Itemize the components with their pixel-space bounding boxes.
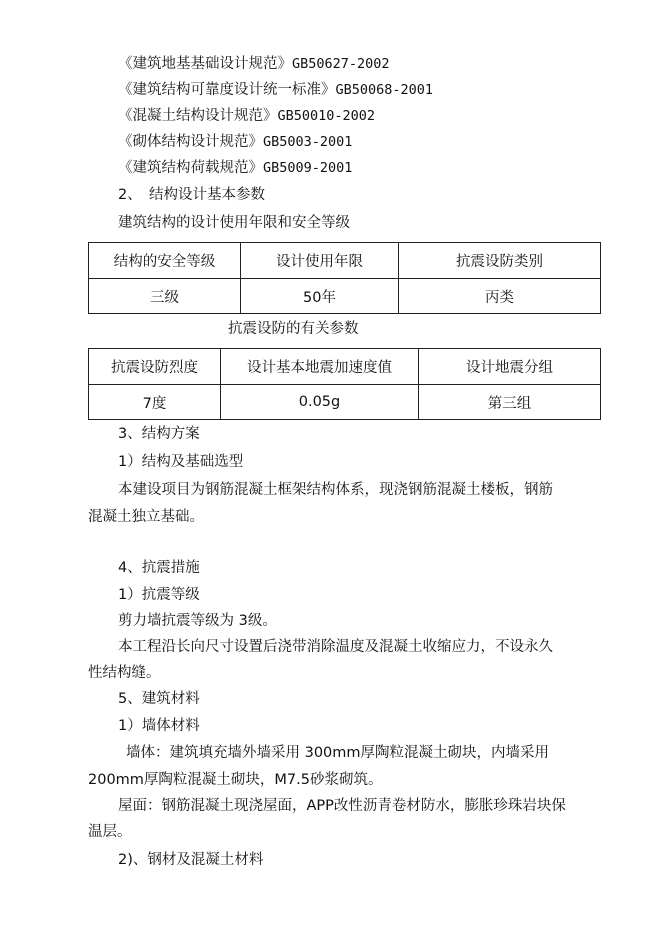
table-row [89, 385, 601, 420]
reference-line [118, 80, 433, 100]
table-cell: 0.05g [221, 385, 419, 420]
reference-code: GB5009-2001 [263, 160, 353, 176]
body-text: 本工程沿长向尺寸设置后浇带消除温度及混凝土收缩应力，不设永久 [118, 639, 553, 655]
table-cell: 丙类 [399, 279, 601, 314]
reference-title: 《混凝土结构设计规范》 [118, 108, 278, 124]
reference-line [118, 54, 390, 74]
table-cell: 50年 [241, 279, 399, 314]
body-text: 本建设项目为钢筋混凝土框架结构体系，现浇钢筋混凝土楼板，钢筋 [118, 482, 553, 498]
reference-code: GB50068-2001 [335, 82, 434, 98]
seismic-params-table [88, 348, 601, 420]
reference-line [118, 158, 352, 178]
table-header-cell: 抗震设防类别 [399, 243, 601, 279]
section-2-heading: 2、 结构设计基本参数 [118, 187, 265, 203]
section-5-heading: 5、建筑材料 [118, 691, 200, 707]
table-cell: 7度 [89, 385, 221, 420]
body-text: 200mm厚陶粒混凝土砌块，M7.5砂浆砌筑。 [88, 772, 383, 788]
reference-title: 《砌体结构设计规范》 [118, 134, 263, 150]
table-cell: 第三组 [419, 385, 601, 420]
table-row [89, 279, 601, 314]
body-text: 墙体：建筑填充墙外墙采用 300mm厚陶粒混凝土砌块，内墙采用 [126, 745, 550, 761]
reference-code: GB50627-2002 [292, 56, 390, 72]
section-4-sub-1: 1）抗震等级 [118, 587, 200, 603]
table-header-cell: 设计使用年限 [241, 243, 399, 279]
table-header-row [89, 243, 601, 279]
section-3-heading: 3、结构方案 [118, 426, 200, 442]
seismic-table-caption: 抗震设防的有关参数 [228, 321, 359, 337]
reference-code: GB5003-2001 [263, 134, 353, 150]
section-4-heading: 4、抗震措施 [118, 560, 200, 576]
reference-code: GB50010-2002 [277, 108, 376, 124]
reference-title: 《建筑结构荷载规范》 [118, 160, 263, 176]
table-header-cell: 抗震设防烈度 [89, 349, 221, 385]
table-header-cell: 设计基本地震加速度值 [221, 349, 419, 385]
table-header-cell: 设计地震分组 [419, 349, 601, 385]
body-text: 剪力墙抗震等级为 3级。 [118, 613, 277, 629]
reference-line [118, 132, 352, 152]
body-text: 温层。 [88, 824, 132, 840]
section-3-sub-1: 1）结构及基础选型 [118, 454, 244, 470]
reference-title: 《建筑结构可靠度设计统一标准》 [118, 82, 336, 98]
body-text: 屋面：钢筋混凝土现浇屋面，APP改性沥青卷材防水，膨胀珍珠岩块保 [118, 798, 566, 814]
section-2-intro: 建筑结构的设计使用年限和安全等级 [118, 215, 350, 231]
body-text: 混凝土独立基础。 [88, 509, 204, 525]
table-cell: 三级 [89, 279, 241, 314]
section-5-sub-2: 2)、钢材及混凝土材料 [118, 852, 264, 868]
table-header-row [89, 349, 601, 385]
table-header-cell: 结构的安全等级 [89, 243, 241, 279]
design-params-table [88, 242, 601, 314]
reference-line [118, 106, 375, 126]
section-5-sub-1: 1）墙体材料 [118, 718, 200, 734]
reference-title: 《建筑地基基础设计规范》 [118, 56, 292, 72]
body-text: 性结构缝。 [88, 665, 161, 681]
